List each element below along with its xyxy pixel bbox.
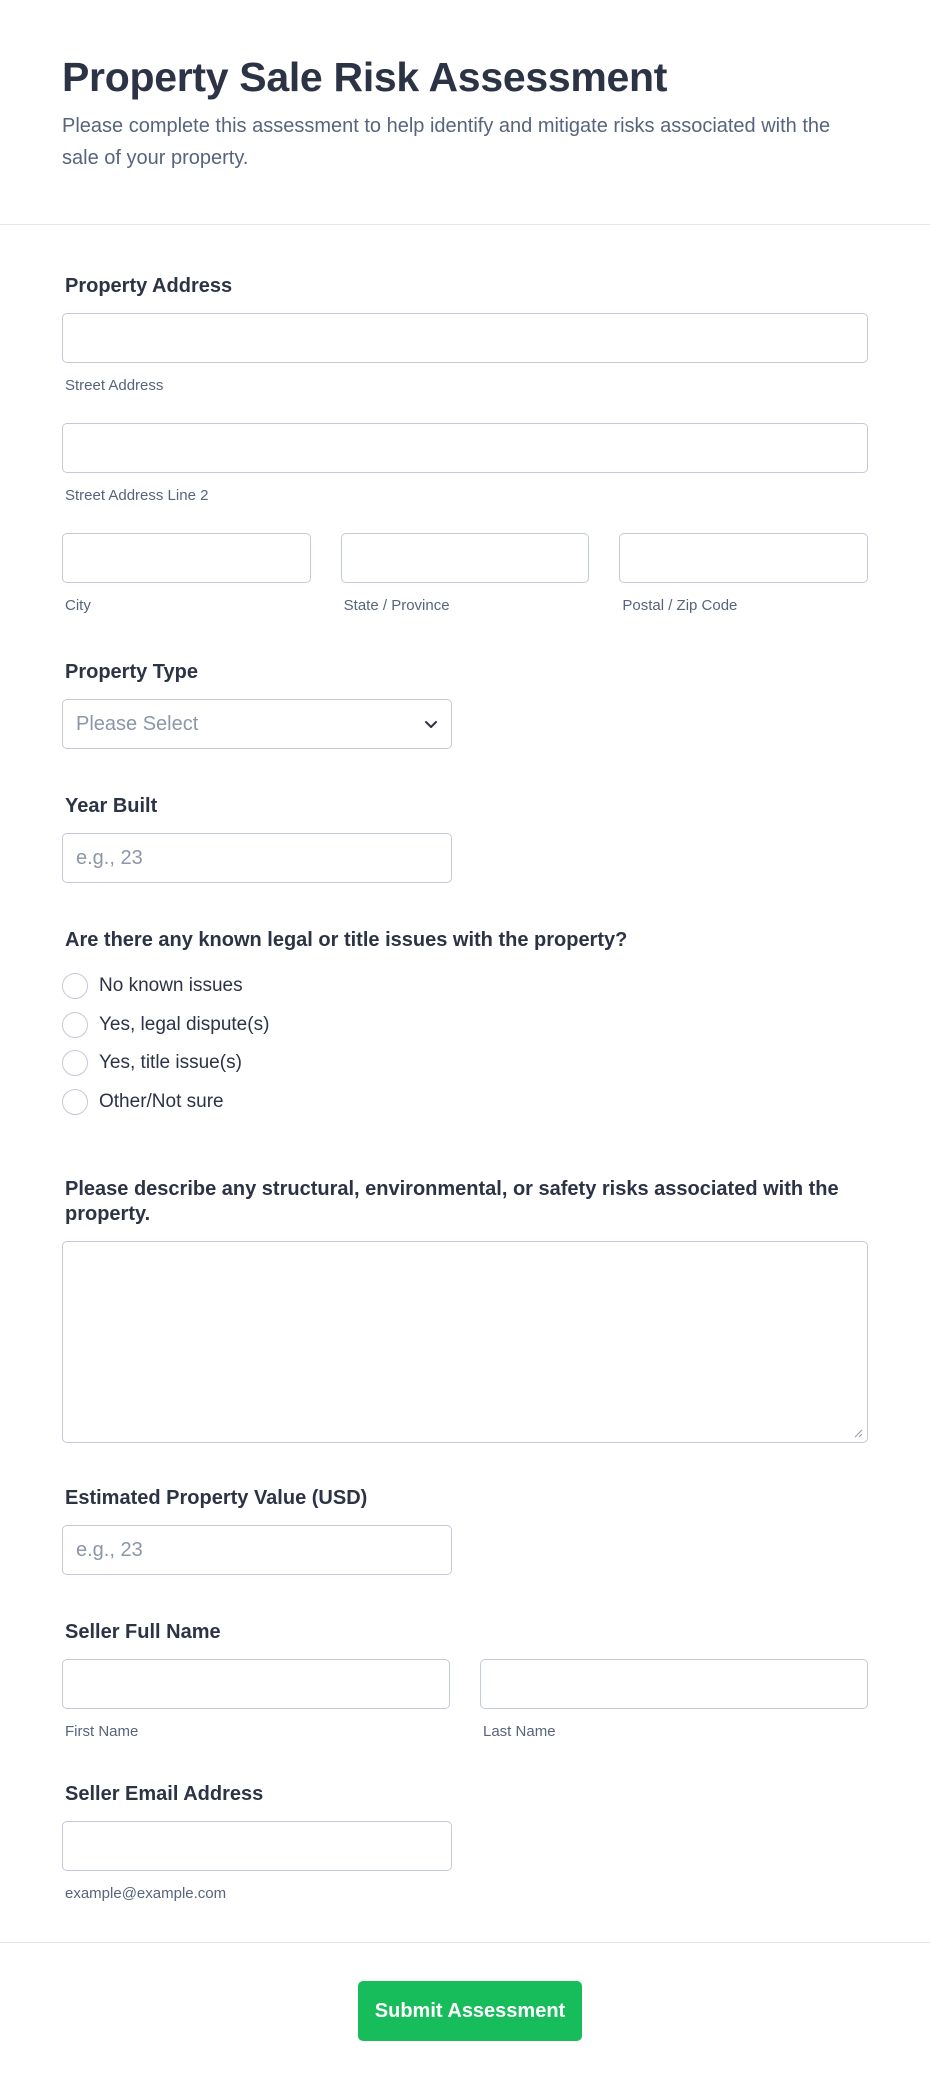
form-header	[0, 0, 930, 225]
submit-assessment-button[interactable]: Submit Assessment	[358, 1981, 582, 2041]
chevron-down-icon	[422, 715, 440, 733]
legal-issues-radio-group	[62, 967, 868, 1121]
radio-option-other-not-sure[interactable]	[62, 1083, 868, 1122]
radio-option-label: No known issues	[99, 975, 243, 997]
radio-button[interactable]	[62, 1050, 88, 1076]
radio-button[interactable]	[62, 1012, 88, 1038]
seller-email-sublabel: example@example.com	[65, 1885, 227, 1902]
first-name-input[interactable]	[62, 1659, 450, 1709]
radio-option-legal-disputes[interactable]	[62, 1006, 868, 1045]
state-province-sublabel: State / Province	[343, 597, 450, 614]
radio-option-title-issues[interactable]	[62, 1044, 868, 1083]
seller-email-label: Seller Email Address	[65, 1783, 264, 1805]
property-type-select[interactable]	[62, 699, 452, 749]
legal-issues-section	[62, 927, 868, 1121]
year-built-label: Year Built	[65, 795, 158, 817]
year-built-input[interactable]	[62, 833, 452, 883]
radio-option-label: Other/Not sure	[99, 1090, 224, 1112]
street-address-line2-sublabel: Street Address Line 2	[65, 487, 209, 504]
property-address-label: Property Address	[65, 275, 233, 297]
resize-handle-icon[interactable]	[853, 1428, 863, 1438]
property-address-section	[62, 273, 868, 615]
assessment-form	[0, 225, 930, 1903]
seller-name-label: Seller Full Name	[65, 1621, 221, 1643]
city-state-zip-row	[62, 533, 868, 615]
street-address-line2-input[interactable]	[62, 423, 868, 473]
year-built-section	[62, 793, 868, 883]
last-name-sublabel: Last Name	[483, 1723, 556, 1740]
radio-option-no-known-issues[interactable]	[62, 967, 868, 1006]
city-input[interactable]	[62, 533, 311, 583]
postal-zip-input[interactable]	[619, 533, 868, 583]
last-name-input[interactable]	[480, 1659, 868, 1709]
radio-button[interactable]	[62, 973, 88, 999]
risks-textarea[interactable]	[62, 1241, 868, 1443]
page-description: Please complete this assessment to help identify and mitigate risks associated with the sale of your property.	[62, 115, 831, 169]
state-province-input[interactable]	[341, 533, 590, 583]
property-type-label: Property Type	[65, 661, 198, 683]
legal-issues-label: Are there any known legal or title issues with the property?	[65, 929, 628, 951]
property-value-input[interactable]	[62, 1525, 452, 1575]
page-title: Property Sale Risk Assessment	[62, 54, 668, 100]
property-value-section	[62, 1485, 868, 1575]
postal-zip-sublabel: Postal / Zip Code	[622, 597, 738, 614]
property-type-section	[62, 659, 868, 749]
form-footer	[0, 1942, 930, 2089]
property-value-label: Estimated Property Value (USD)	[65, 1487, 368, 1509]
seller-email-input[interactable]	[62, 1821, 452, 1871]
property-type-selected-value: Please Select	[62, 699, 452, 749]
radio-option-label: Yes, title issue(s)	[99, 1052, 242, 1074]
risks-section	[62, 1177, 868, 1443]
first-name-sublabel: First Name	[65, 1723, 139, 1740]
street-address-sublabel: Street Address	[65, 377, 164, 394]
street-address-input[interactable]	[62, 313, 868, 363]
seller-name-section	[62, 1619, 868, 1741]
radio-button[interactable]	[62, 1089, 88, 1115]
seller-email-section	[62, 1781, 868, 1903]
seller-name-row	[62, 1659, 868, 1741]
radio-option-label: Yes, legal dispute(s)	[99, 1013, 270, 1035]
risks-label: Please describe any structural, environmental, or safety risks associated with the property.	[65, 1178, 839, 1225]
city-sublabel: City	[65, 597, 91, 614]
